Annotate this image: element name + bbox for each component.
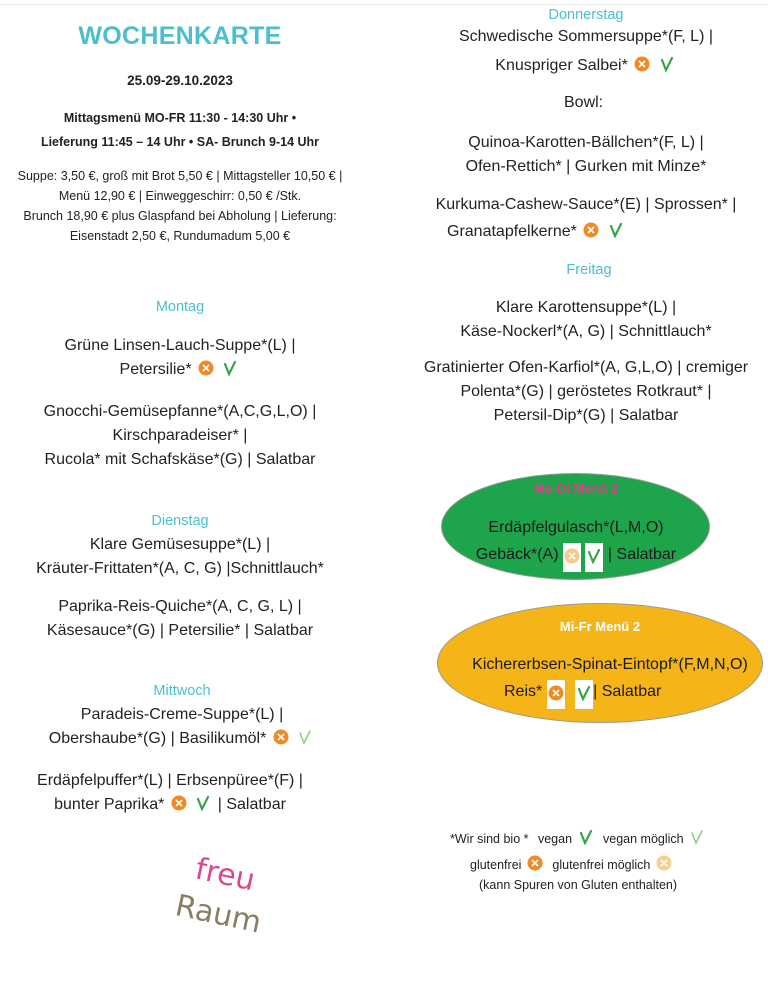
donnerstag-dish-2: Quinoa-Karotten-Bällchen*(F, L) | Ofen-Rettich* | Gurken mit Minze* <box>465 134 707 175</box>
glutenfree-icon <box>583 222 599 238</box>
vegan-icon <box>586 548 602 564</box>
vegan-icon <box>222 360 238 376</box>
day-heading-donnerstag: Donnerstag <box>548 7 624 23</box>
opening-hours <box>0 106 360 154</box>
top-divider <box>0 4 768 5</box>
price-info <box>0 166 360 246</box>
dienstag-dish-1: Klare Gemüsesuppe*(L) | Kräuter-Frittaten*(A, C, G) |Schnittlauch* <box>36 536 324 577</box>
mittwoch-dish-1: Paradeis-Creme-Suppe*(L) | Obershaube*(G) | Basilikumöl* <box>0 703 364 751</box>
donnerstag-dish-3: Kurkuma-Cashew-Sauce*(E) | Sprossen* | Granatapfelkerne* <box>435 196 737 240</box>
day-heading-montag: Montag <box>155 299 205 315</box>
freuraum-logo <box>170 845 280 955</box>
montag-dish-2: Gnocchi-Gemüsepfanne*(A,C,G,L,O) | Kirschparadeiser* | Rucola* mit Schafskäse*(G) | Salatbar <box>43 403 317 468</box>
vegan-possible-icon <box>297 729 313 745</box>
legend-traces-note: (kann Spuren von Gluten enthalten) <box>479 878 678 892</box>
freitag-dish-1: Klare Karottensuppe*(L) | Käse-Nockerl*(A, G) | Schnittlauch* <box>460 299 712 340</box>
logo-text-raum: Raum <box>172 888 265 941</box>
prices-line-3: Brunch 18,90 € plus Glaspfand bei Abholung | Lieferung: <box>23 209 337 223</box>
glutenfree-icon <box>548 685 564 701</box>
vegan-icon <box>659 56 675 72</box>
glutenfree-icon <box>273 729 289 745</box>
bowl-label: Bowl: <box>564 94 604 111</box>
day-heading-dienstag: Dienstag <box>151 513 209 529</box>
day-heading-mittwoch: Mittwoch <box>153 683 211 699</box>
vegan-icon <box>576 685 592 701</box>
day-heading-freitag: Freitag <box>566 262 612 278</box>
prices-line-4: Eisenstadt 2,50 €, Rundumadum 5,00 € <box>69 229 291 243</box>
vegan-icon <box>578 829 594 845</box>
menu2-modi-title: Mo-Di Menü 2 <box>533 481 619 496</box>
prices-line-1: Suppe: 3,50 €, groß mit Brot 5,50 € | Mittagsteller 10,50 € | <box>17 169 343 183</box>
hours-line-1: Mittagsmenü MO-FR 11:30 - 14:30 Uhr • <box>63 111 297 125</box>
freitag-dish-2: Gratinierter Ofen-Karfiol*(A, G,L,O) | cremiger Polenta*(G) | geröstetes Rotkraut* | Petersil-Dip*(G) | Salatbar <box>423 359 749 424</box>
dienstag-dish-2: Paprika-Reis-Quiche*(A, C, G, L) | Käsesauce*(G) | Petersilie* | Salatbar <box>46 598 314 639</box>
mittwoch-dish-2: Erdäpfelpuffer*(L) | Erbsenpüree*(F) | bunter Paprika* | Salatbar <box>37 772 303 813</box>
hours-line-2: Lieferung 11:45 – 14 Uhr • SA- Brunch 9-14 Uhr <box>40 135 320 149</box>
glutenfree-possible-icon <box>656 855 672 871</box>
menu2-mifr-dish: Kichererbsen-Spinat-Eintopf*(F,M,N,O) Reis* | Salatbar <box>440 651 768 709</box>
prices-line-2: Menü 12,90 € | Einweggeschirr: 0,50 € /Stk. <box>58 189 302 203</box>
logo-text-freu: freu <box>192 851 258 899</box>
vegan-possible-icon <box>689 829 705 845</box>
vegan-icon <box>608 222 624 238</box>
legend-row-2: glutenfrei glutenfrei möglich <box>470 855 768 872</box>
glutenfree-possible-icon <box>564 548 580 564</box>
glutenfree-icon <box>634 56 650 72</box>
montag-dish-1: Grüne Linsen-Lauch-Suppe*(L) | Petersilie* <box>64 337 296 378</box>
menu2-modi-dish: Erdäpfelgulasch*(L,M,O) Gebäck*(A) | Salatbar <box>441 514 711 572</box>
legend-row-1: *Wir sind bio * vegan vegan möglich <box>450 829 768 846</box>
glutenfree-icon <box>198 360 214 376</box>
date-range: 25.09-29.10.2023 <box>127 73 233 88</box>
donnerstag-dish-1: Schwedische Sommersuppe*(F, L) | Knuspriger Salbei* <box>458 28 714 74</box>
vegan-icon <box>195 795 211 811</box>
glutenfree-icon <box>527 855 543 871</box>
glutenfree-icon <box>171 795 187 811</box>
menu2-mifr-title: Mi-Fr Menü 2 <box>559 619 641 634</box>
page-title: WOCHENKARTE <box>78 22 282 50</box>
